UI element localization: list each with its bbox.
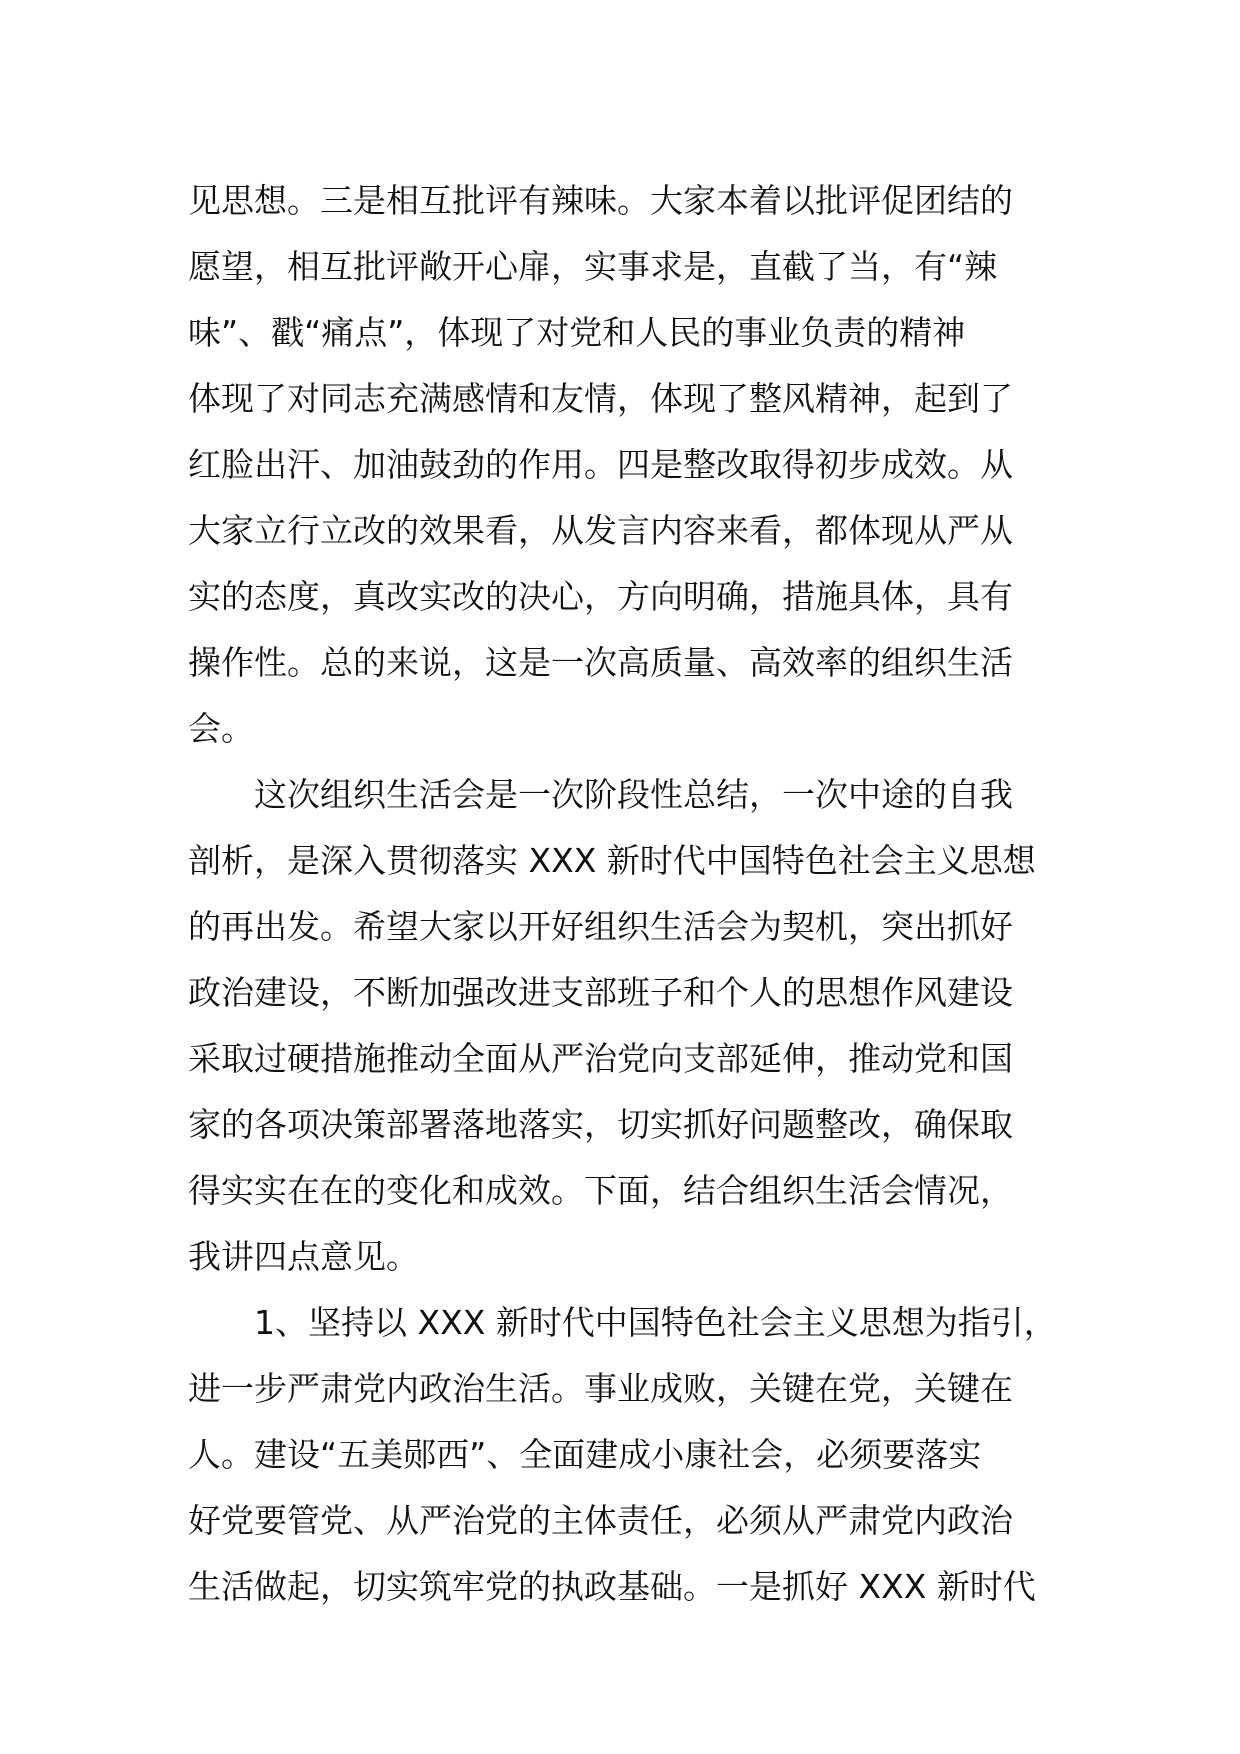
text-line: 好党要管党、从严治党的主体责任，必须从严肃党内政治 <box>188 1501 1013 1540</box>
text-line: 我讲四点意见。 <box>188 1237 419 1276</box>
text-line: 红脸出汗、加油鼓劲的作用。四是整改取得初步成效。从 <box>188 445 1013 484</box>
text-line: 生活做起，切实筑牢党的执政基础。一是抓好 XXX 新时代 <box>188 1567 1036 1606</box>
text-line: 的再出发。希望大家以开好组织生活会为契机，突出抓好 <box>188 907 1013 946</box>
body-text <box>188 168 1068 1620</box>
text-line: 家的各项决策部署落地落实，切实抓好问题整改，确保取 <box>188 1105 1013 1144</box>
text-line: 大家立行立改的效果看，从发言内容来看，都体现从严从 <box>188 511 1013 550</box>
text-line: 愿望，相互批评敞开心扉，实事求是，直截了当，有“辣 <box>188 247 998 286</box>
text-line: 政治建设，不断加强改进支部班子和个人的思想作风建设 <box>188 973 1013 1012</box>
text-line: 采取过硬措施推动全面从严治党向支部延伸，推动党和国 <box>188 1039 1013 1078</box>
text-line: 实的态度，真改实改的决心，方向明确，措施具体，具有 <box>188 577 1013 616</box>
text-line: 进一步严肃党内政治生活。事业成败，关键在党，关键在 <box>188 1369 1013 1408</box>
text-line: 见思想。三是相互批评有辣味。大家本着以批评促团结的 <box>188 181 1013 220</box>
text-line: 味”、戳“痛点”，体现了对党和人民的事业负责的精神 <box>188 313 966 352</box>
text-line: 会。 <box>188 709 254 748</box>
text-line: 体现了对同志充满感情和友情，体现了整风精神，起到了 <box>188 379 1013 418</box>
text-line: 人。建设“五美郧西”、全面建成小康社会，必须要落实 <box>188 1435 982 1474</box>
paragraph-start-line: 这次组织生活会是一次阶段性总结，一次中途的自我 <box>254 775 1013 814</box>
text-line: 操作性。总的来说，这是一次高质量、高效率的组织生活 <box>188 643 1013 682</box>
text-line: 得实实在在的变化和成效。下面，结合组织生活会情况， <box>188 1171 1013 1210</box>
text-line: 剖析，是深入贯彻落实 XXX 新时代中国特色社会主义思想 <box>188 841 1036 880</box>
paragraph-start-line: 1、坚持以 XXX 新时代中国特色社会主义思想为指引， <box>254 1303 1057 1342</box>
